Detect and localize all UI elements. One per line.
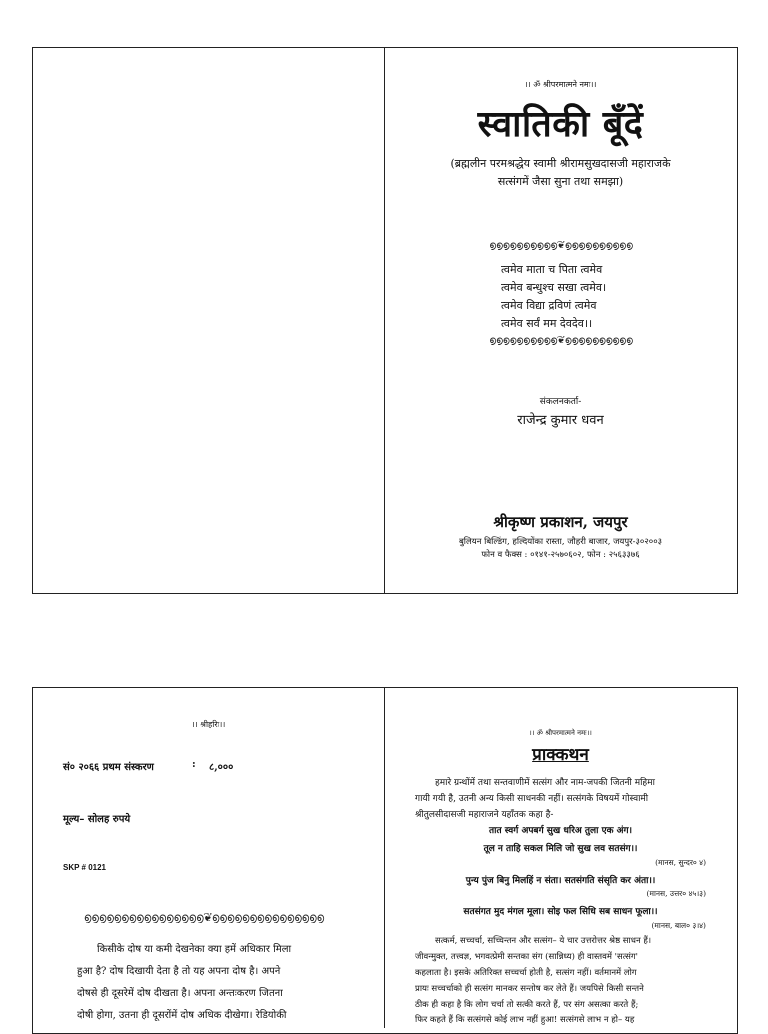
foreword-body-line: कहलाता है। इसके अतिरिक्त सच्चर्चा होती है, सत्संग नहीं। वर्तमानमें लोग xyxy=(415,968,637,978)
foreword-intro-line: श्रीतुलसीदासजी महाराजने यहाँतक कहा है- xyxy=(415,810,554,820)
cover-subtitle-line2: सत्संगमें जैसा सुना तथा समझा) xyxy=(497,175,624,188)
imprint-paragraph-line: किसीके दोष या कमी देखनेका क्या हमें अधिकार मिला xyxy=(97,944,292,955)
cover-invocation: ।। ॐ श्रीपरमात्मने नमः।। xyxy=(524,80,597,89)
foreword-body-line: सत्कर्म, सच्चर्चा, सच्चिन्तन और सत्संग– ये चार उत्तरोत्तर श्रेष्ठ साधन हैं। xyxy=(435,936,652,946)
book-code: SKP # 0121 xyxy=(63,863,106,872)
imprint-paragraph-line: हुआ है? दोष दिखायी देता है तो यह अपना दोष है। अपने xyxy=(77,966,281,977)
foreword-body-line: ठीक ही कहा है कि लोग चर्चा तो सत्की करते हैं, पर संग असत्का करते हैं; xyxy=(415,1000,639,1010)
foreword-intro-line: हमारे ग्रन्थोंमें तथा सन्तवाणीमें सत्संग और नाम-जपकी जितनी महिमा xyxy=(435,778,655,788)
cover-subtitle-line1: (ब्रह्मलीन परमश्रद्धेय स्वामी श्रीरामसुखदासजी महाराजके xyxy=(450,157,671,170)
ornament-divider: ൭൭൭൭൭൭൭൭൭൭൭൭൭൭൭൭❦൭൭൭൭൭൭൭൭൭൭൭൭൭൭൭ xyxy=(83,912,325,923)
quote-line: तूल न ताहि सकल मिलि जो सुख लव सतसंग।। xyxy=(483,844,638,854)
edition-label: सं० २०६६ प्रथम संस्करण xyxy=(63,762,154,773)
foreword-body-line: फिर कहते हैं कि सत्संगसे कोई लाभ नहीं हुआ! सत्संगसे लाभ न हो– यह xyxy=(415,1015,635,1025)
imprint-paragraph-line: दोषी होगा, उतना ही दूसरोंमें दोष अधिक दीखेगा। रेडियोकी xyxy=(77,1010,287,1021)
ornament-divider-top: ൭൭൭൭൭൭൭൭൭൭❦൭൭൭൭൭൭൭൭൭൭ xyxy=(489,241,633,251)
publisher-name: श्रीकृष्ण प्रकाशन, जयपुर xyxy=(493,513,628,531)
foreword-intro-line: गायी गयी है, उतनी अन्य किसी साधनकी नहीं। सत्संगके विषयमें गोस्वामी xyxy=(415,794,649,804)
quote-reference: (मानस, उत्तर० ४५।३) xyxy=(646,889,706,898)
quote-line: सतसंगत मुद मंगल मूला। सोइ फल सिधि सब साधन फूला।। xyxy=(463,907,658,917)
compiler-label: संकलनकर्ता- xyxy=(539,397,582,407)
foreword-heading: प्राक्कथन xyxy=(532,745,589,765)
book-title: स्वातिकी बूँदें xyxy=(477,103,644,145)
compiler-name: राजेन्द्र कुमार धवन xyxy=(517,413,604,428)
edition-separator: : xyxy=(192,759,196,770)
foreword-body-line: जीवन्मुक्त, तत्त्वज्ञ, भगवत्प्रेमी सन्तका संग (सान्निध्य) ही वास्तवमें 'सत्संग' xyxy=(415,952,639,962)
verse-line: त्वमेव सर्वं मम देवदेव।। xyxy=(501,317,593,330)
price-text: मूल्य– सोलह रुपये xyxy=(63,814,131,825)
foreword-invocation: ।। ॐ श्रीपरमात्मने नमः।। xyxy=(529,729,592,737)
ornament-divider-bottom: ൭൭൭൭൭൭൭൭൭൭❦൭൭൭൭൭൭൭൭൭൭ xyxy=(489,336,633,346)
imprint-paragraph-line: दोषसे ही दूसरेमें दोष दीखता है। अपना अन्तःकरण जितना xyxy=(77,988,283,999)
verse-line: त्वमेव माता च पिता त्वमेव xyxy=(501,263,603,276)
title-page xyxy=(385,48,736,592)
foreword-body-line: प्रायः सच्चर्चाको ही सत्संग मानकर सन्तोष कर लेते हैं। जयपिसे किसी सन्तने xyxy=(415,984,644,994)
verse-line: त्वमेव बन्धुश्च सखा त्वमेव। xyxy=(501,281,607,294)
quote-line: तात स्वर्ग अपबर्ग सुख धरिअ तुला एक अंग। xyxy=(489,826,632,836)
quote-reference: (मानस, बाल० ३।४) xyxy=(651,921,706,930)
verse-line: त्वमेव विद्या द्रविणं त्वमेव xyxy=(501,299,597,312)
foreword-page xyxy=(385,688,736,1024)
edition-count: ८,००० xyxy=(209,762,234,773)
publisher-address: बुलियन बिल्डिंग, हल्दियोंका रास्ता, जौहरी बाजार, जयपुर-३०२००३ xyxy=(458,537,663,547)
quote-line: पुन्य पुंज बिनु मिलहिं न संता। सतसंगति संसृति कर अंता।। xyxy=(465,876,656,886)
publisher-phone: फोन व फैक्स : ०१४१-२५७०६०२, फोन : २५६३३७६ xyxy=(481,550,640,560)
quote-reference: (मानस, सुन्दर० ४) xyxy=(655,858,706,867)
imprint-page xyxy=(33,688,384,1024)
imprint-invocation: ।। श्रीहरिः।। xyxy=(191,720,226,729)
